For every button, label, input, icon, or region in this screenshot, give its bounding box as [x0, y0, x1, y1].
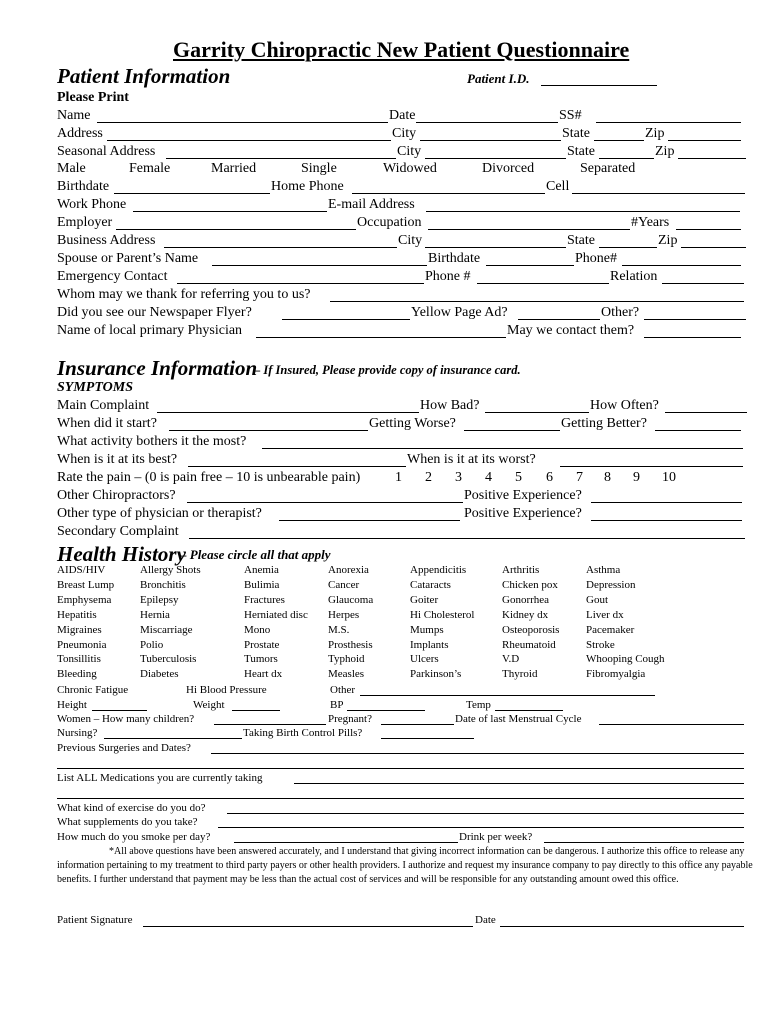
seasonal-address-label: Seasonal Address	[57, 144, 156, 159]
condition-item[interactable]: Goiter	[410, 593, 439, 606]
relation-label: Relation	[610, 269, 658, 284]
birthdate-field[interactable]	[114, 193, 270, 194]
condition-item[interactable]: Cataracts	[410, 578, 451, 591]
condition-item[interactable]: Mono	[244, 623, 271, 636]
condition-item[interactable]: Osteoporosis	[502, 623, 560, 636]
state-label: State	[562, 126, 590, 141]
seasonal-address-field[interactable]	[166, 158, 396, 159]
condition-item[interactable]: Mumps	[410, 623, 444, 636]
spouse-label: Spouse or Parent’s Name	[57, 251, 199, 266]
signature-label: Patient Signature	[57, 914, 133, 926]
getting-better-field[interactable]	[655, 430, 741, 431]
surgeries-field[interactable]	[211, 753, 744, 754]
main-complaint-label: Main Complaint	[57, 398, 150, 413]
condition-item[interactable]: Arthritis	[502, 564, 540, 576]
seasonal-city-label: City	[397, 144, 422, 159]
yellow-page-label: Yellow Page Ad?	[411, 305, 508, 320]
newspaper-field[interactable]	[282, 319, 410, 320]
condition-item[interactable]: Migraines	[57, 623, 102, 636]
years-field[interactable]	[676, 229, 741, 230]
medications-field[interactable]	[294, 783, 744, 784]
employer-label: Employer	[57, 215, 113, 230]
drink-field[interactable]	[544, 842, 744, 843]
ss-label: SS#	[559, 108, 582, 123]
main-complaint-field[interactable]	[157, 412, 419, 413]
condition-item[interactable]: Hernia	[140, 608, 170, 621]
cell-label: Cell	[546, 179, 570, 194]
how-often-field[interactable]	[665, 412, 747, 413]
address-label: Address	[57, 126, 103, 141]
symptoms-heading: SYMPTOMS	[57, 380, 133, 395]
getting-better-label: Getting Better?	[561, 416, 647, 431]
ss-field[interactable]	[596, 122, 741, 123]
condition-item[interactable]: Thyroid	[502, 668, 538, 681]
referral-label: Whom may we thank for referring you to us?	[57, 287, 311, 302]
pain-option-5[interactable]: 5	[515, 470, 522, 485]
condition-item[interactable]: Prosthesis	[328, 638, 373, 651]
condition-item[interactable]: Anemia	[244, 564, 279, 576]
activity-field[interactable]	[262, 448, 743, 449]
referral-field[interactable]	[330, 301, 744, 302]
pain-option-3[interactable]: 3	[455, 470, 462, 485]
condition-item[interactable]: Fibromyalgia	[586, 668, 646, 681]
condition-item[interactable]: Gonorrhea	[502, 593, 550, 606]
condition-item[interactable]: Asthma	[586, 564, 621, 576]
how-bad-label: How Bad?	[420, 398, 480, 413]
pregnant-label: Pregnant?	[328, 713, 372, 725]
pregnant-field[interactable]	[381, 724, 454, 725]
physician-field[interactable]	[256, 337, 506, 338]
drink-label: Drink per week?	[459, 831, 533, 843]
worst-field[interactable]	[560, 466, 743, 467]
seasonal-city-field[interactable]	[425, 158, 566, 159]
city-field[interactable]	[420, 140, 561, 141]
insurance-heading: Insurance Information	[57, 356, 258, 380]
form-title: Garrity Chiropractic New Patient Questionnaire	[173, 37, 630, 62]
option-male[interactable]: Male	[57, 161, 86, 176]
authorization-paragraph: *All above questions have been answered accurately, and I understand that giving incorrect information can be dangerous. I authorize this office to release any information pertaining to my treatment to third party payers or other health providers. I authorize and request my insurance company to pay directly to this office any payable benefits. I further understand that payment may be less than the actual cost of services and will be responsible for any outstanding amount owed this office.	[57, 846, 753, 885]
insurance-note: – If Insured, Please provide copy of insurance card.	[254, 363, 521, 377]
option-separated[interactable]: Separated	[580, 161, 636, 176]
when-start-label: When did it start?	[57, 416, 157, 431]
email-field[interactable]	[426, 211, 740, 212]
spouse-phone-label: Phone#	[575, 251, 617, 266]
secondary-label: Secondary Complaint	[57, 524, 179, 539]
state-field[interactable]	[594, 140, 644, 141]
newspaper-label: Did you see our Newspaper Flyer?	[57, 305, 252, 320]
option-single[interactable]: Single	[301, 161, 337, 176]
birth-control-field[interactable]	[381, 738, 474, 739]
condition-item[interactable]: Herniated disc	[244, 608, 308, 621]
positive-field[interactable]	[591, 502, 742, 503]
secondary-field[interactable]	[189, 538, 745, 539]
condition-item[interactable]: Herpes	[328, 608, 360, 621]
surgeries-label: Previous Surgeries and Dates?	[57, 742, 191, 754]
height-field[interactable]	[92, 710, 147, 711]
condition-item[interactable]: Whooping Cough	[586, 653, 665, 666]
signature-field[interactable]	[143, 926, 473, 927]
years-label: #Years	[631, 215, 670, 230]
surgeries-field-line-2[interactable]	[57, 768, 744, 769]
seasonal-zip-field[interactable]	[678, 158, 746, 159]
smoke-label: How much do you smoke per day?	[57, 831, 211, 843]
condition-item[interactable]: AIDS/HIV	[57, 564, 106, 576]
cell-field[interactable]	[572, 193, 745, 194]
home-phone-field[interactable]	[352, 193, 545, 194]
worst-label: When is it at its worst?	[407, 452, 536, 467]
patient-info-heading: Patient Information	[57, 64, 231, 88]
condition-item[interactable]: Anorexia	[328, 564, 369, 576]
spouse-field[interactable]	[212, 265, 427, 266]
emergency-field[interactable]	[177, 283, 424, 284]
health-heading: Health History	[57, 542, 186, 566]
pain-option-8[interactable]: 8	[604, 470, 611, 485]
pain-label: Rate the pain – (0 is pain free – 10 is unbearable pain)	[57, 470, 361, 485]
other-source-field[interactable]	[644, 319, 746, 320]
city-label: City	[392, 126, 417, 141]
condition-item[interactable]: Hepatitis	[57, 608, 97, 621]
getting-worse-field[interactable]	[464, 430, 560, 431]
business-address-field[interactable]	[164, 247, 397, 248]
women-children-field[interactable]	[214, 724, 326, 725]
condition-item[interactable]: Tonsillitis	[57, 653, 101, 666]
option-married[interactable]: Married	[211, 161, 257, 176]
supplements-label: What supplements do you take?	[57, 816, 198, 828]
condition-hi-blood-pressure[interactable]: Hi Blood Pressure	[186, 684, 267, 696]
option-divorced[interactable]: Divorced	[482, 161, 535, 176]
condition-item[interactable]: Parkinson’s	[410, 668, 462, 681]
home-phone-label: Home Phone	[271, 179, 344, 194]
seasonal-state-label: State	[567, 144, 595, 159]
patient-id-field[interactable]	[541, 85, 657, 86]
emergency-phone-label: Phone #	[425, 269, 471, 284]
how-often-label: How Often?	[590, 398, 659, 413]
work-phone-label: Work Phone	[57, 197, 127, 212]
physician-label: Name of local primary Physician	[57, 323, 243, 338]
temp-label: Temp	[466, 699, 491, 711]
name-field[interactable]	[97, 122, 388, 123]
other-chiro-field[interactable]	[187, 502, 463, 503]
condition-item[interactable]: Chicken pox	[502, 578, 558, 591]
condition-item[interactable]: Breast Lump	[57, 578, 115, 591]
medications-field-line-2[interactable]	[57, 798, 744, 799]
other-physician-field[interactable]	[279, 520, 460, 521]
condition-item[interactable]: Rheumatoid	[502, 638, 556, 651]
please-print-label: Please Print	[57, 90, 129, 105]
signature-date-field[interactable]	[500, 926, 744, 927]
health-note: – Please circle all that apply	[180, 547, 331, 562]
condition-item[interactable]: Ulcers	[410, 653, 439, 666]
may-contact-label: May we contact them?	[507, 323, 635, 338]
relation-field[interactable]	[662, 283, 744, 284]
pain-option-1[interactable]: 1	[395, 470, 402, 485]
condition-chronic-fatigue[interactable]: Chronic Fatigue	[57, 684, 129, 696]
date-label: Date	[389, 108, 416, 123]
condition-item[interactable]: Typhoid	[328, 653, 365, 666]
zip-label: Zip	[645, 126, 665, 141]
spouse-phone-field[interactable]	[622, 265, 741, 266]
temp-field[interactable]	[495, 710, 563, 711]
positive-label: Positive Experience?	[464, 488, 582, 503]
condition-item[interactable]: Liver dx	[586, 608, 624, 621]
condition-item[interactable]: Bronchitis	[140, 578, 186, 591]
patient-id-label: Patient I.D.	[467, 71, 530, 86]
option-female[interactable]: Female	[129, 161, 171, 176]
pain-option-6[interactable]: 6	[546, 470, 553, 485]
condition-item[interactable]: Allergy Shots	[140, 564, 201, 576]
exercise-label: What kind of exercise do you do?	[57, 802, 206, 814]
condition-item[interactable]: Miscarriage	[140, 623, 193, 636]
address-field[interactable]	[107, 140, 391, 141]
nursing-label: Nursing?	[57, 727, 98, 739]
pain-option-4[interactable]: 4	[485, 470, 492, 485]
condition-item[interactable]: Pacemaker	[586, 623, 635, 636]
other-chiro-label: Other Chiropractors?	[57, 488, 176, 503]
positive-label-2: Positive Experience?	[464, 506, 582, 521]
condition-item[interactable]: Stroke	[586, 638, 615, 651]
condition-item[interactable]: Diabetes	[140, 668, 179, 681]
yellow-page-field[interactable]	[518, 319, 600, 320]
bp-label: BP	[330, 699, 344, 711]
condition-item[interactable]: Appendicitis	[410, 564, 467, 576]
activity-label: What activity bothers it the most?	[57, 434, 247, 449]
supplements-field[interactable]	[218, 827, 744, 828]
when-start-field[interactable]	[169, 430, 368, 431]
condition-item[interactable]: Gout	[586, 593, 608, 606]
name-label: Name	[57, 108, 91, 123]
business-zip-field[interactable]	[681, 247, 746, 248]
nursing-field[interactable]	[104, 738, 242, 739]
pain-option-2[interactable]: 2	[425, 470, 432, 485]
height-label: Height	[57, 699, 87, 711]
occupation-label: Occupation	[357, 215, 422, 230]
best-label: When is it at its best?	[57, 452, 178, 467]
email-label: E-mail Address	[328, 197, 415, 212]
other-condition-label: Other	[330, 684, 356, 696]
menstrual-label: Date of last Menstrual Cycle	[455, 713, 582, 725]
condition-item[interactable]: Depression	[586, 578, 636, 591]
weight-field[interactable]	[232, 710, 280, 711]
option-widowed[interactable]: Widowed	[383, 161, 437, 176]
pain-option-9[interactable]: 9	[633, 470, 640, 485]
may-contact-field[interactable]	[644, 337, 741, 338]
business-zip-label: Zip	[658, 233, 678, 248]
business-address-label: Business Address	[57, 233, 156, 248]
occupation-field[interactable]	[428, 229, 630, 230]
date-field[interactable]	[416, 122, 558, 123]
condition-item[interactable]: Fractures	[244, 593, 285, 606]
other-condition-field[interactable]	[360, 695, 655, 696]
condition-item[interactable]: Hi Cholesterol	[410, 608, 475, 621]
other-source-label: Other?	[601, 305, 640, 320]
birth-control-label: Taking Birth Control Pills?	[243, 727, 363, 739]
business-city-field[interactable]	[425, 247, 566, 248]
condition-item[interactable]: Polio	[140, 638, 164, 651]
other-physician-label: Other type of physician or therapist?	[57, 506, 262, 521]
emergency-label: Emergency Contact	[57, 269, 168, 284]
best-field[interactable]	[188, 466, 406, 467]
birthdate-label: Birthdate	[57, 179, 110, 194]
employer-field[interactable]	[116, 229, 356, 230]
condition-item[interactable]: Prostate	[244, 638, 280, 651]
condition-item[interactable]: Glaucoma	[328, 593, 374, 606]
seasonal-state-field[interactable]	[599, 158, 654, 159]
smoke-field[interactable]	[234, 842, 458, 843]
condition-item[interactable]: M.S.	[328, 623, 350, 636]
spouse-birthdate-label: Birthdate	[428, 251, 481, 266]
condition-item[interactable]: Bulimia	[244, 578, 280, 591]
emergency-phone-field[interactable]	[477, 283, 609, 284]
menstrual-field[interactable]	[599, 724, 744, 725]
condition-item[interactable]: Cancer	[328, 578, 360, 591]
condition-item[interactable]: Kidney dx	[502, 608, 549, 621]
getting-worse-label: Getting Worse?	[369, 416, 456, 431]
seasonal-zip-label: Zip	[655, 144, 675, 159]
condition-item[interactable]: Emphysema	[57, 593, 112, 606]
work-phone-field[interactable]	[133, 211, 327, 212]
condition-item[interactable]: V.D	[502, 653, 520, 666]
signature-date-label: Date	[475, 914, 496, 926]
how-bad-field[interactable]	[485, 412, 589, 413]
business-city-label: City	[398, 233, 423, 248]
condition-item[interactable]: Heart dx	[244, 668, 283, 681]
condition-item[interactable]: Implants	[410, 638, 449, 651]
pain-option-7[interactable]: 7	[576, 470, 583, 485]
medications-label: List ALL Medications you are currently taking	[57, 772, 263, 784]
business-state-label: State	[567, 233, 595, 248]
positive-field-2[interactable]	[591, 520, 742, 521]
weight-label: Weight	[193, 699, 225, 711]
business-state-field[interactable]	[599, 247, 657, 248]
condition-item[interactable]: Measles	[328, 668, 365, 681]
condition-item[interactable]: Pneumonia	[57, 638, 107, 651]
spouse-birthdate-field[interactable]	[486, 265, 574, 266]
bp-field[interactable]	[347, 710, 425, 711]
condition-item[interactable]: Tumors	[244, 653, 278, 666]
condition-item[interactable]: Epilepsy	[140, 593, 179, 606]
exercise-field[interactable]	[227, 813, 744, 814]
women-children-label: Women – How many children?	[57, 713, 195, 725]
zip-field[interactable]	[668, 140, 741, 141]
condition-item[interactable]: Tuberculosis	[140, 653, 197, 666]
pain-option-10[interactable]: 10	[662, 470, 676, 485]
condition-item[interactable]: Bleeding	[57, 668, 97, 681]
